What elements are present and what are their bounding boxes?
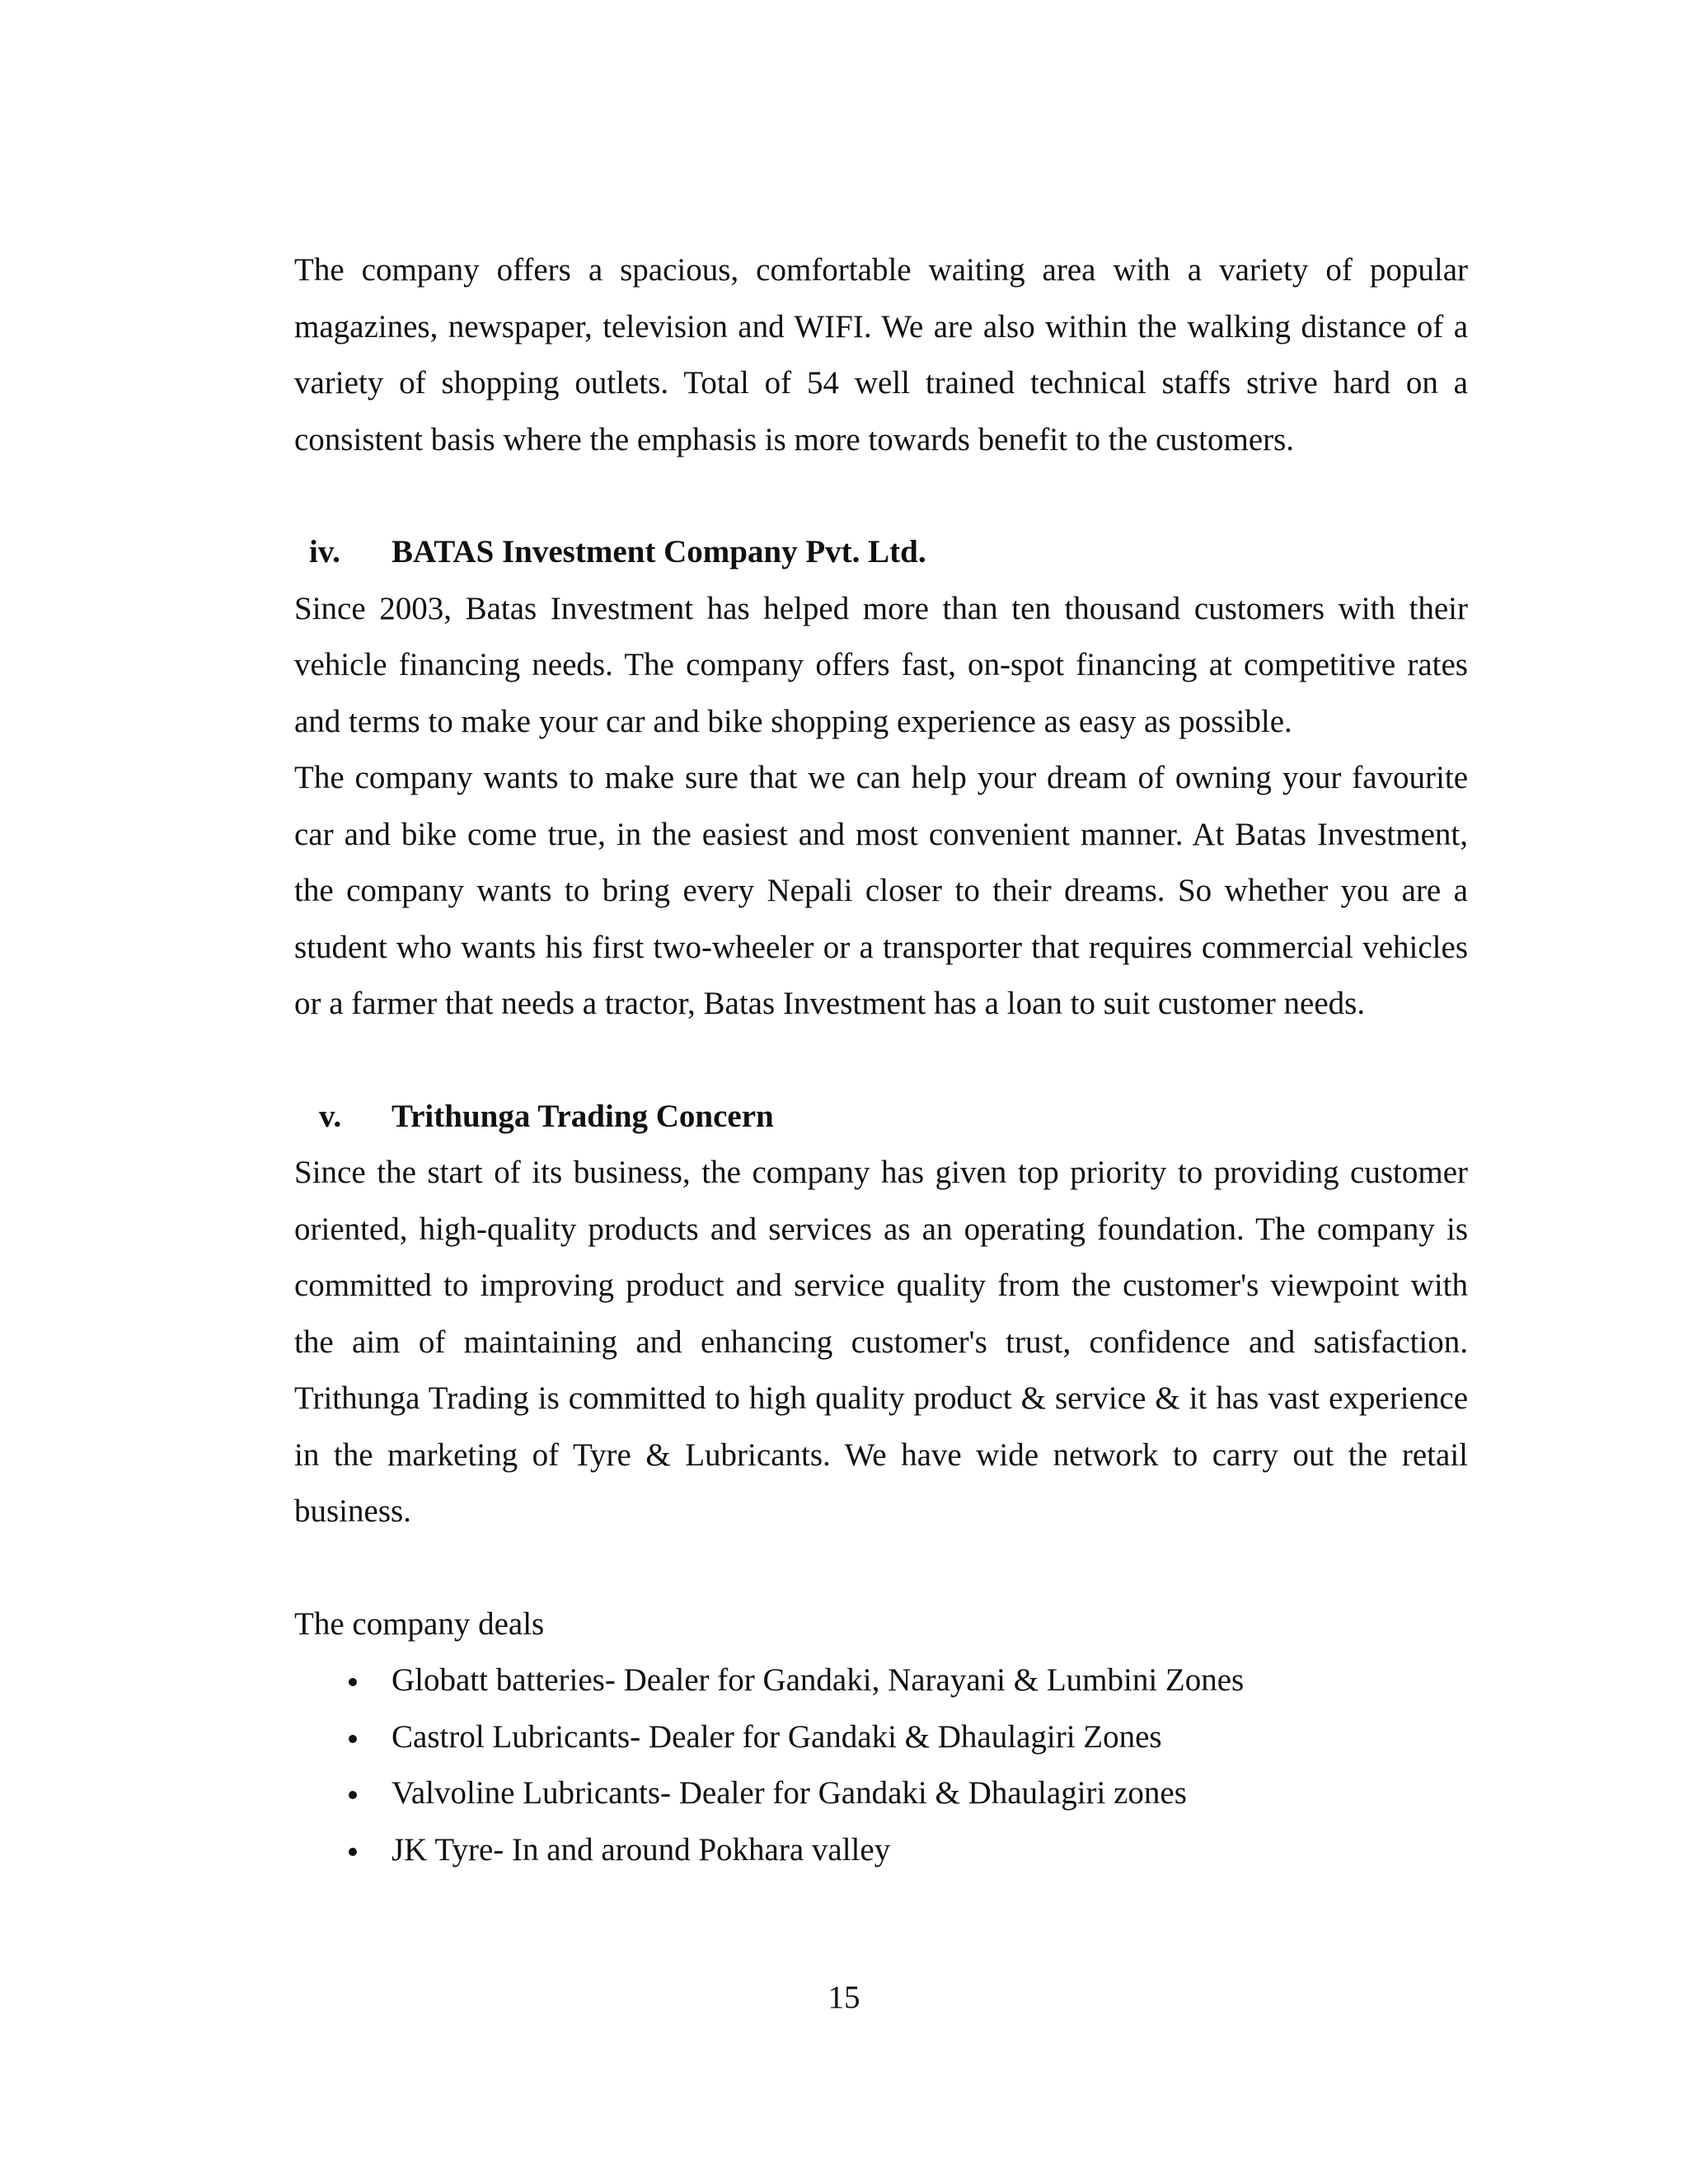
bullet-icon <box>349 1678 357 1686</box>
spacer <box>294 1540 1468 1596</box>
section-number: v. <box>319 1098 342 1134</box>
page-number: 15 <box>828 1980 860 2015</box>
list-item <box>294 1652 1468 1709</box>
list-item <box>294 1765 1468 1822</box>
bullet-icon <box>349 1848 357 1856</box>
section-heading-batas <box>294 524 1468 581</box>
list-item <box>294 1709 1468 1766</box>
section-heading-trithunga <box>294 1089 1468 1146</box>
batas-paragraph-2: The company wants to make sure that we can help your dream of owning your favourite car and bike come true, in the easiest and most convenient manner. At Batas Investment, the company wants to bring every Nepali closer to their dreams. So whether you are a student who wants his first two-wheeler or a transporter that requires commercial vehicles or a farmer that needs a tractor, Batas Investment has a loan to suit customer needs. <box>294 760 1468 1021</box>
list-item-text: Castrol Lubricants- Dealer for Gandaki & Dhaulagiri Zones <box>392 1718 1162 1755</box>
page-content <box>294 242 1468 1878</box>
trithunga-paragraph: Since the start of its business, the company has given top priority to providing customer oriented, high-quality products and services as an operating foundation. The company is committed to improving product and service quality from the customer's viewpoint with the aim of maintaining and enhancing customer's trust, confidence and satisfaction. Trithunga Trading is committed to high quality product & service & it has vast experience in the marketing of Tyre & Lubricants. We have wide network to carry out the retail business. <box>294 1155 1468 1529</box>
bullet-icon <box>349 1791 357 1799</box>
intro-paragraph: The company offers a spacious, comfortable waiting area with a variety of popular magazines, newspaper, television and WIFI. We are also within the walking distance of a variety of shopping outlets. Total of 54 well trained technical staffs strive hard on a consistent basis where the emphasis is more towards benefit to the customers. <box>294 252 1468 457</box>
list-item-text: Globatt batteries- Dealer for Gandaki, Narayani & Lumbini Zones <box>392 1662 1245 1698</box>
spacer <box>294 468 1468 524</box>
deals-intro: The company deals <box>294 1605 545 1642</box>
bullet-icon <box>349 1735 357 1743</box>
list-item-text: Valvoline Lubricants- Dealer for Gandaki & Dhaulagiri zones <box>392 1775 1187 1811</box>
spacer <box>294 1033 1468 1089</box>
list-item <box>294 1822 1468 1879</box>
list-item-text: JK Tyre- In and around Pokhara valley <box>392 1831 891 1868</box>
section-number: iv. <box>309 534 340 569</box>
section-title: Trithunga Trading Concern <box>392 1098 774 1134</box>
section-title: BATAS Investment Company Pvt. Ltd. <box>392 534 926 569</box>
batas-paragraph-1: Since 2003, Batas Investment has helped more than ten thousand customers with their vehicle financing needs. The company offers fast, on-spot financing at competitive rates and terms to make your car and bike shopping experience as easy as possible. <box>294 590 1468 739</box>
deals-list <box>294 1652 1468 1878</box>
